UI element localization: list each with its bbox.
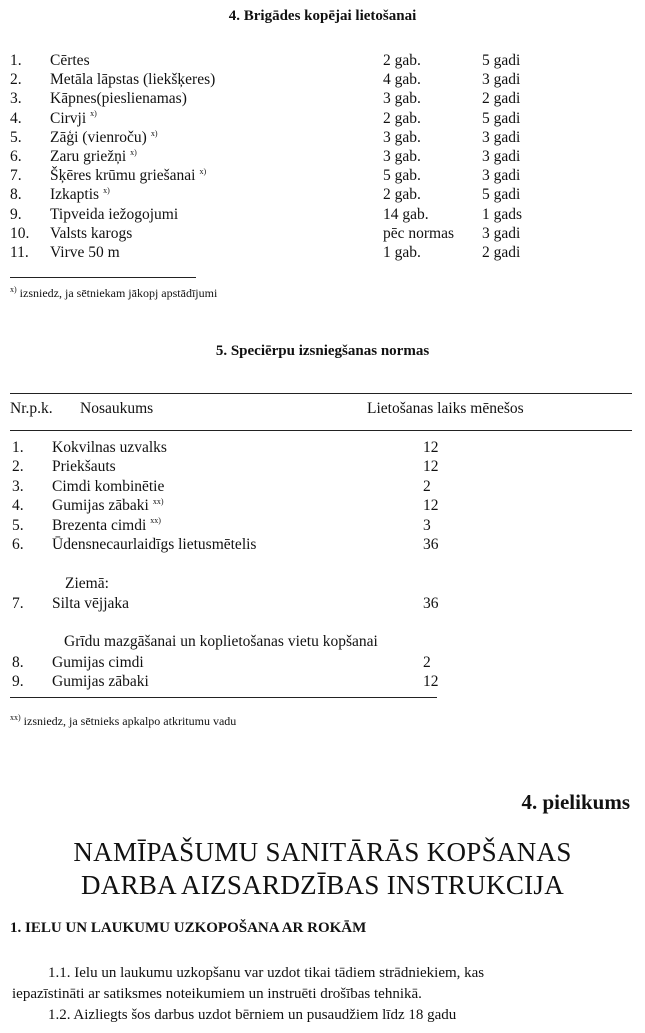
list-item (0, 90, 645, 109)
item-number: 9. (12, 673, 24, 691)
item-term: 12 (423, 439, 439, 456)
section5-title: 5. Speciērpu izsniegšanas normas (215, 343, 430, 359)
list-item (0, 52, 645, 71)
item-term: 2 (423, 477, 431, 495)
item-quantity: pēc normas (383, 224, 455, 242)
item-quantity: 2 gab. (383, 52, 421, 69)
item-term: 2 gadi (482, 90, 521, 108)
section5-footnote (10, 714, 236, 729)
paragraph-2-line1: 1.2. Aizliegts šos darbus uzdot bērniem un pusaudžiem līdz 18 gadu (48, 1007, 457, 1023)
item-name (50, 167, 206, 185)
table-row (0, 517, 645, 536)
item-quantity: 3 gab. (383, 148, 421, 165)
item-name (50, 225, 132, 243)
item-number: 7. (12, 595, 24, 612)
footnote-mark: x) (130, 147, 137, 157)
item-number: 5. (10, 128, 22, 146)
item-quantity: 5 gab. (383, 167, 421, 185)
item-term: 12 (423, 497, 439, 515)
item-name-text: Gumijas zābaki (52, 497, 149, 515)
footnote-mark: x) (90, 109, 97, 119)
item-name (52, 478, 164, 496)
item-name-text: Cimdi kombinētie (52, 477, 165, 495)
item-name-text: Šķēres krūmu griešanai (50, 167, 196, 185)
item-number: 6. (12, 536, 24, 553)
list-item (0, 206, 645, 225)
item-name (50, 71, 215, 89)
list-item (0, 129, 645, 148)
item-name-text: Zaru griežņi (50, 148, 127, 165)
item-term: 5 gadi (482, 186, 521, 204)
item-term: 1 gads (482, 205, 523, 223)
item-name (50, 52, 90, 70)
section4-title: 4. Brigādes kopējai lietošanai (228, 8, 417, 24)
item-name-text: Zāģi (vienroču) (50, 128, 147, 146)
item-name-text: Priekšauts (52, 458, 116, 476)
table-row (0, 439, 645, 458)
winter-label: Ziemā: (65, 575, 109, 592)
winter-item-row (0, 595, 645, 614)
item-term: 3 gadi (482, 128, 521, 146)
item-name-text: Tipveida iežogojumi (50, 205, 179, 223)
item-term: 36 (423, 595, 439, 612)
item-name-text: Kokvilnas uzvalks (52, 439, 167, 456)
list-item (0, 167, 645, 186)
item-term: 36 (423, 536, 439, 553)
item-name (52, 517, 161, 535)
item-name-text: Metāla lāpstas (liekšķeres) (50, 71, 216, 89)
paragraph-1-line2: iepazīstināti ar satiksmes noteikumiem un instruēti drošības tehnikā. (12, 986, 422, 1002)
item-name (52, 536, 256, 554)
item-name (52, 458, 116, 476)
section-heading: 1. IELU UN LAUKUMU UZKOPOŠANA AR ROKĀM (10, 920, 367, 936)
item-term: 12 (423, 673, 439, 691)
item-number: 4. (12, 497, 24, 515)
item-quantity: 4 gab. (383, 71, 421, 89)
floor-label: Grīdu mazgāšanai un koplietošanas vietu kopšanai (64, 633, 378, 650)
item-name-text: Izkaptis (50, 186, 100, 204)
item-number: 2. (12, 458, 24, 476)
item-name-text: Virve 50 m (50, 244, 120, 261)
item-quantity: 1 gab. (383, 244, 421, 261)
item-term: 3 gadi (482, 71, 521, 89)
section4-footnote (10, 286, 217, 301)
table-header-rule (10, 430, 632, 431)
item-number: 9. (10, 205, 22, 223)
list-item (0, 244, 645, 263)
item-name (50, 129, 158, 147)
item-name (50, 90, 187, 108)
table-row (0, 654, 645, 673)
item-number: 11. (10, 244, 29, 261)
item-name-text: Valsts karogs (50, 224, 133, 242)
item-number: 4. (10, 109, 22, 127)
appendix-label: 4. pielikums (521, 790, 630, 814)
footnote-mark: x) (103, 186, 110, 196)
item-name: Silta vējjaka (52, 595, 130, 612)
item-number: 7. (10, 167, 22, 185)
item-name (50, 244, 120, 262)
item-number: 1. (10, 52, 22, 69)
item-name: Gumijas cimdi (52, 654, 144, 671)
footnote-mark: xx) (152, 497, 164, 507)
col-num-header: Nr.p.k. (10, 400, 53, 417)
item-quantity: 3 gab. (383, 90, 421, 108)
item-name: Gumijas zābaki (52, 673, 149, 691)
paragraph-1-line1: 1.1. Ielu un laukumu uzkopšanu var uzdot tikai tādiem strādniekiem, kas (48, 965, 485, 981)
item-number: 3. (10, 90, 22, 108)
item-term: 12 (423, 458, 439, 476)
item-name (50, 110, 97, 128)
list-item (0, 148, 645, 167)
item-term: 3 (423, 516, 431, 534)
item-name-text: Cirvji (50, 109, 87, 127)
item-term: 3 gadi (482, 167, 521, 185)
footnote-text: izsniedz, ja sētniekam jākopj apstādījumi (19, 286, 218, 300)
item-name-text: Ūdensnecaurlaidīgs lietusmētelis (52, 536, 257, 553)
item-number: 5. (12, 516, 24, 534)
footnote-mark: xx) (10, 713, 21, 722)
col-term-header: Lietošanas laiks mēnešos (367, 400, 524, 417)
footnote-divider (10, 277, 196, 278)
item-name-text: Brezenta cimdi (52, 516, 147, 534)
item-term: 2 gadi (482, 244, 521, 261)
item-number: 10. (10, 224, 30, 242)
item-term: 3 gadi (482, 224, 521, 242)
table-row (0, 458, 645, 477)
item-term: 5 gadi (482, 52, 521, 69)
footnote-mark: x) (150, 128, 158, 138)
item-name-text: Cērtes (50, 52, 90, 69)
item-term: 3 gadi (482, 148, 521, 165)
list-item (0, 71, 645, 90)
item-number: 6. (10, 148, 22, 165)
item-term: 2 (423, 654, 431, 671)
footnote-mark: x) (10, 285, 17, 294)
item-quantity: 2 gab. (383, 109, 421, 127)
footnote-text: izsniedz, ja sētnieks apkalpo atkritumu vadu (23, 714, 237, 728)
footnote-mark: xx) (150, 516, 161, 526)
appendix-title-line2: DARBA AIZSARDZĪBAS INSTRUKCIJA (80, 870, 565, 900)
item-quantity: 3 gab. (383, 128, 421, 146)
item-term: 5 gadi (482, 109, 521, 127)
item-name (50, 148, 137, 166)
item-number: 3. (12, 477, 24, 495)
item-number: 8. (10, 186, 22, 204)
appendix-title-line1: NAMĪPAŠUMU SANITĀRĀS KOPŠANAS (73, 837, 572, 867)
table-bottom-rule (10, 697, 437, 698)
footnote-mark: x) (199, 167, 207, 177)
item-number: 2. (10, 71, 22, 89)
item-name (52, 497, 164, 515)
table-row (0, 478, 645, 497)
item-name (52, 439, 167, 457)
item-number: 8. (12, 654, 24, 671)
item-name (50, 186, 110, 204)
list-item (0, 186, 645, 205)
table-row (0, 673, 645, 692)
table-row (0, 497, 645, 516)
list-item (0, 225, 645, 244)
table-row (0, 536, 645, 555)
list-item (0, 110, 645, 129)
item-name-text: Kāpnes(pieslienamas) (50, 90, 187, 108)
col-name-header: Nosaukums (80, 400, 154, 417)
table-top-rule (10, 393, 632, 394)
item-quantity: 2 gab. (383, 186, 421, 204)
table-header (0, 400, 645, 419)
item-name (50, 206, 178, 224)
item-quantity: 14 gab. (383, 205, 429, 223)
item-number: 1. (12, 439, 24, 456)
